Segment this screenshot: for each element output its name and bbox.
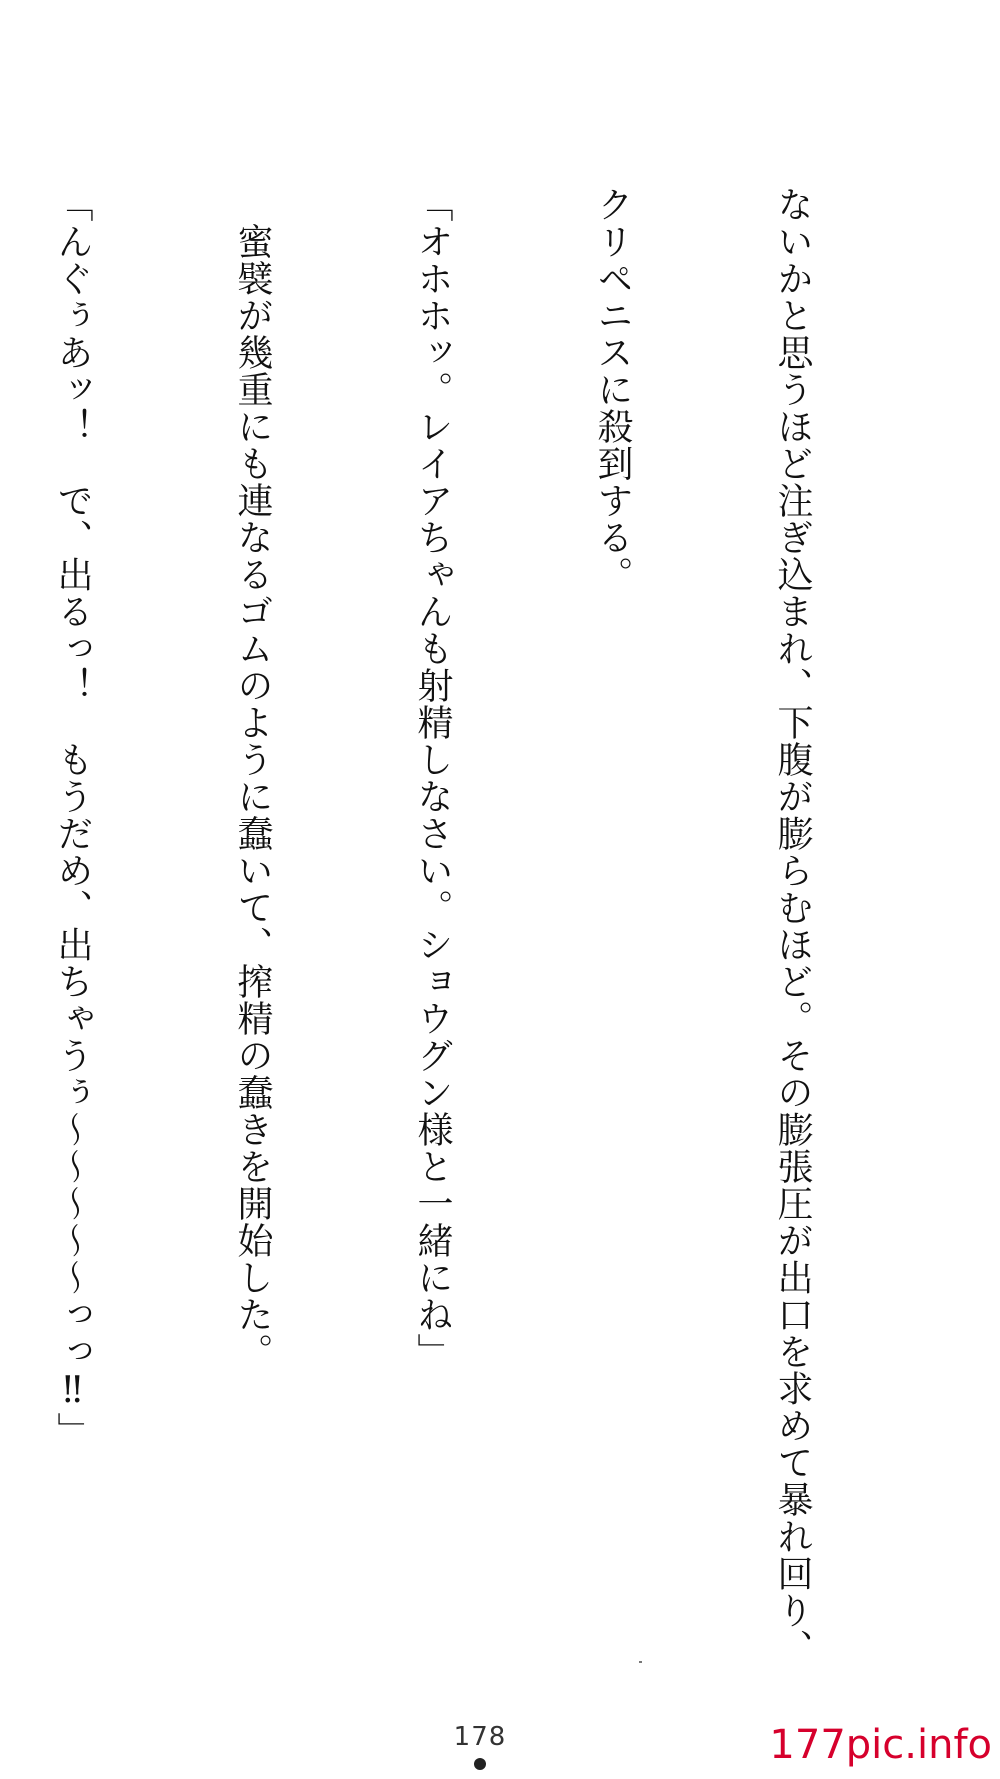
text-column-3: 「オホホッ。レイアちゃんも射精しなさい。ショウグン様と一緒にね」 <box>412 186 453 1370</box>
watermark: 177pic.info <box>769 1722 992 1768</box>
text-column-1: ないかと思うほど注ぎ込まれ、下腹が膨らむほど。その膨張圧が出口を求めて暴れ回り、 <box>772 186 813 1666</box>
text-column-2: クリペニスに殺到する。 <box>592 186 633 593</box>
body-text <box>22 186 942 1666</box>
page-number: 178 <box>453 1722 507 1752</box>
page-number-dot <box>474 1758 486 1770</box>
scan-speck <box>639 1661 642 1663</box>
text-column-5: 「んぐぅあッ！ で、出るっ！ もうだめ、出ちゃうぅ〜〜〜〜〜っっ‼」 <box>52 186 93 1449</box>
text-column-4: 蜜襞が幾重にも連なるゴムのように蠢いて、搾精の蠢きを開始した。 <box>232 186 273 1370</box>
